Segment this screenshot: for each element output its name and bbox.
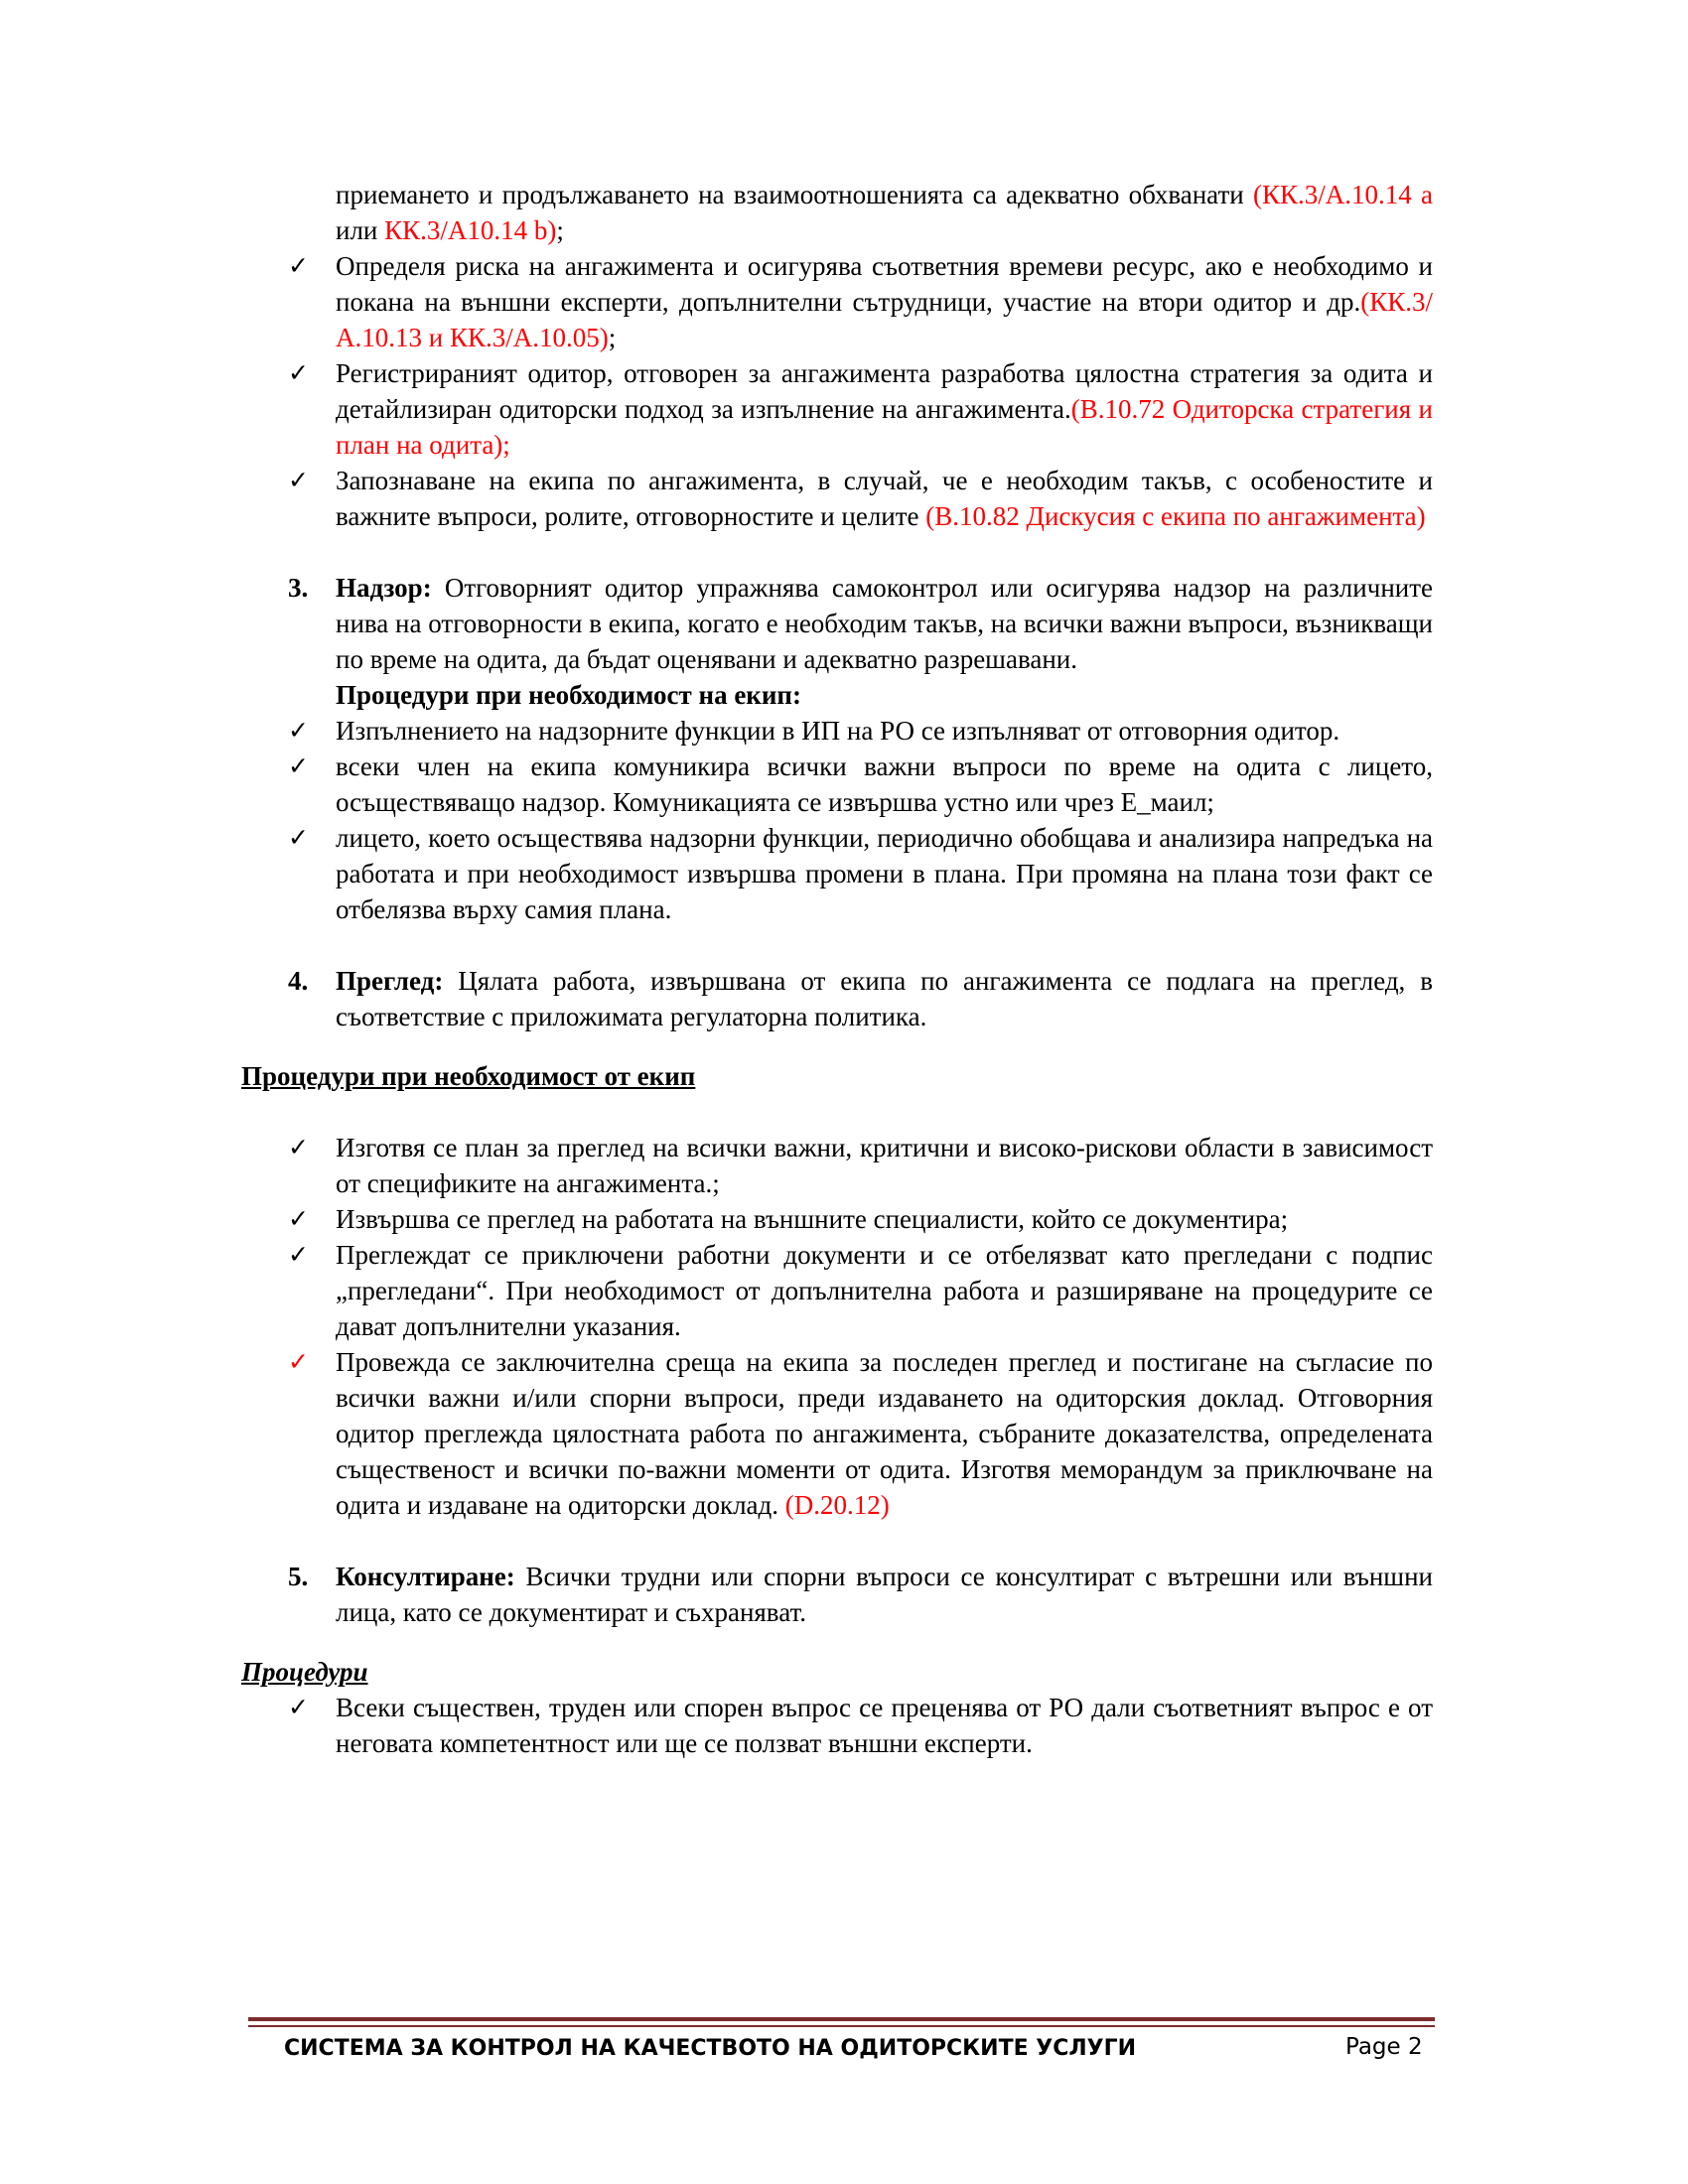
item-title: Надзор: — [336, 573, 432, 603]
footer-title: СИСТЕМА ЗА КОНТРОЛ НА КАЧЕСТВОТО НА ОДИТОРСКИТЕ УСЛУГИ — [284, 2036, 1137, 2061]
item-text: Цялата работа, извършвана от екипа по ангажимента се подлага на преглед, в съответствие с приложимата регулаторна политика. — [336, 966, 1433, 1031]
reference-code: (D.20.12) — [784, 1490, 890, 1520]
checkmark-icon: ✓ — [288, 251, 309, 280]
list-item — [241, 820, 1433, 927]
footer-divider — [248, 2017, 1435, 2021]
list-item — [241, 749, 1433, 820]
section-heading: Процедури — [241, 1657, 368, 1687]
item-number: 4. — [288, 966, 309, 996]
item-number: 5. — [288, 1562, 309, 1591]
checkmark-icon: ✓ — [288, 751, 309, 780]
list-item — [241, 463, 1433, 534]
list-item-text: Изпълнението на надзорните функции в ИП на РО се изпълняват от отговорния одитор. — [336, 716, 1340, 746]
list-item-text: Провежда се заключителна среща на екипа за последен преглед и постигане на съгласие по всички важни и/или спорни въпроси, преди издаването на одиторския доклад. Отговорния одитор преглежда цялостната работа по ангажимента, събраните доказателства, определената същественост и всички по-важни моменти от одита. Изготвя меморандум за приключване на одита и издаване на одиторски доклад. — [336, 1347, 1433, 1520]
intro-paragraph — [241, 177, 1433, 248]
footer-divider-thin — [248, 2025, 1435, 2027]
checkmark-icon: ✓ — [288, 1204, 309, 1233]
checkmark-icon: ✓ — [288, 466, 309, 494]
list-item — [241, 1201, 1433, 1237]
list-item-text: Определя риска на ангажимента и осигурява съответния времеви ресурс, ако е необходимо и покана на външни експерти, допълнителни сътрудници, участие на втори одитор и др. — [336, 251, 1433, 317]
list-item — [241, 355, 1433, 463]
checkmark-icon: ✓ — [288, 1693, 309, 1721]
numbered-item-4 — [241, 963, 1433, 1034]
list-item — [241, 1690, 1433, 1761]
checkmark-icon: ✓ — [288, 1240, 309, 1269]
list-item-text: Преглеждат се приключени работни документи и се отбелязват като прегледани с подпис „прегледани“. При необходимост от допълнителна работа и разширяване на процедурите се дават допълнителни указания. — [336, 1240, 1433, 1341]
reference-code: (КК.3/А.10.13 и КК.3/А.10.05) — [336, 287, 1433, 352]
intro-or: или — [336, 215, 385, 245]
item-text: Отговорният одитор упражнява самоконтрол или осигурява надзор на различните нива на отговорности в екипа, когато е необходим такъв, на всички важни въпроси, възникващи по време на одита, да бъдат оценявани и адекватно разрешавани. — [336, 573, 1433, 674]
list-item-text: Извършва се преглед на работата на външните специалисти, който се документира; — [336, 1204, 1289, 1234]
item-title: Преглед: — [336, 966, 444, 996]
reference-code: (В.10.72 Одиторска стратегия и план на одита); — [336, 394, 1434, 460]
intro-ref-b: КК.3/А10.14 b) — [384, 215, 557, 245]
list-item — [241, 713, 1433, 749]
checkmark-icon: ✓ — [288, 716, 309, 745]
list-item-text: Запознаване на екипа по ангажимента, в случай, че е необходим такъв, с особеностите и важните въпроси, ролите, отговорностите и целите — [336, 466, 1433, 531]
item-text: Всички трудни или спорни въпроси се консултират с вътрешни или външни лица, като се документират и съхраняват. — [336, 1562, 1433, 1627]
reference-code: (В.10.82 Дискусия с екипа по ангажимента) — [925, 501, 1426, 531]
intro-text: приемането и продължаването на взаимоотношенията са адекватно обхванати — [336, 180, 1253, 209]
checkmark-icon: ✓ — [288, 358, 309, 387]
checkmark-icon: ✓ — [288, 823, 309, 852]
item-number: 3. — [288, 573, 309, 603]
document-body — [241, 177, 1433, 1761]
subheading — [241, 677, 1433, 713]
list-item — [241, 248, 1433, 355]
checkmark-icon: ✓ — [288, 1347, 309, 1376]
numbered-item-3 — [241, 570, 1433, 677]
subheading-text: Процедури при необходимост на екип: — [336, 680, 801, 710]
checkmark-icon: ✓ — [288, 1133, 309, 1161]
intro-ref-a: (КК.3/А.10.14 а — [1252, 180, 1433, 209]
list-item-end: ; — [608, 323, 617, 352]
list-item-text: Изготвя се план за преглед на всички важни, критични и високо-рискови области в зависимост от спецификите на ангажимента.; — [336, 1133, 1433, 1198]
list-item-text: всеки член на екипа комуникира всички важни въпроси по време на одита с лицето, осъществяващо надзор. Комуникацията се извършва устно или чрез Е_маил; — [336, 751, 1433, 817]
list-item-text: лицето, което осъществява надзорни функции, периодично обобщава и анализира напредъка на работата и при необходимост извършва промени в плана. При промяна на плана този факт се отбелязва върху самия плана. — [336, 823, 1433, 924]
list-item-text: Всеки съществен, труден или спорен въпрос се преценява от РО дали съответният въпрос е от неговата компетентност или ще се ползват външни експерти. — [336, 1693, 1433, 1758]
page-number: Page 2 — [1345, 2034, 1423, 2060]
item-title: Консултиране: — [336, 1562, 515, 1591]
list-item — [241, 1344, 1433, 1523]
section-heading: Процедури при необходимост от екип — [241, 1061, 696, 1091]
list-item-text: Регистрираният одитор, отговорен за ангажимента разработва цялостна стратегия за одита и детайлизиран одиторски подход за изпълнение на ангажимента. — [336, 358, 1433, 424]
numbered-item-5 — [241, 1559, 1433, 1630]
intro-end: ; — [556, 215, 564, 245]
list-item — [241, 1237, 1433, 1344]
list-item — [241, 1130, 1433, 1201]
